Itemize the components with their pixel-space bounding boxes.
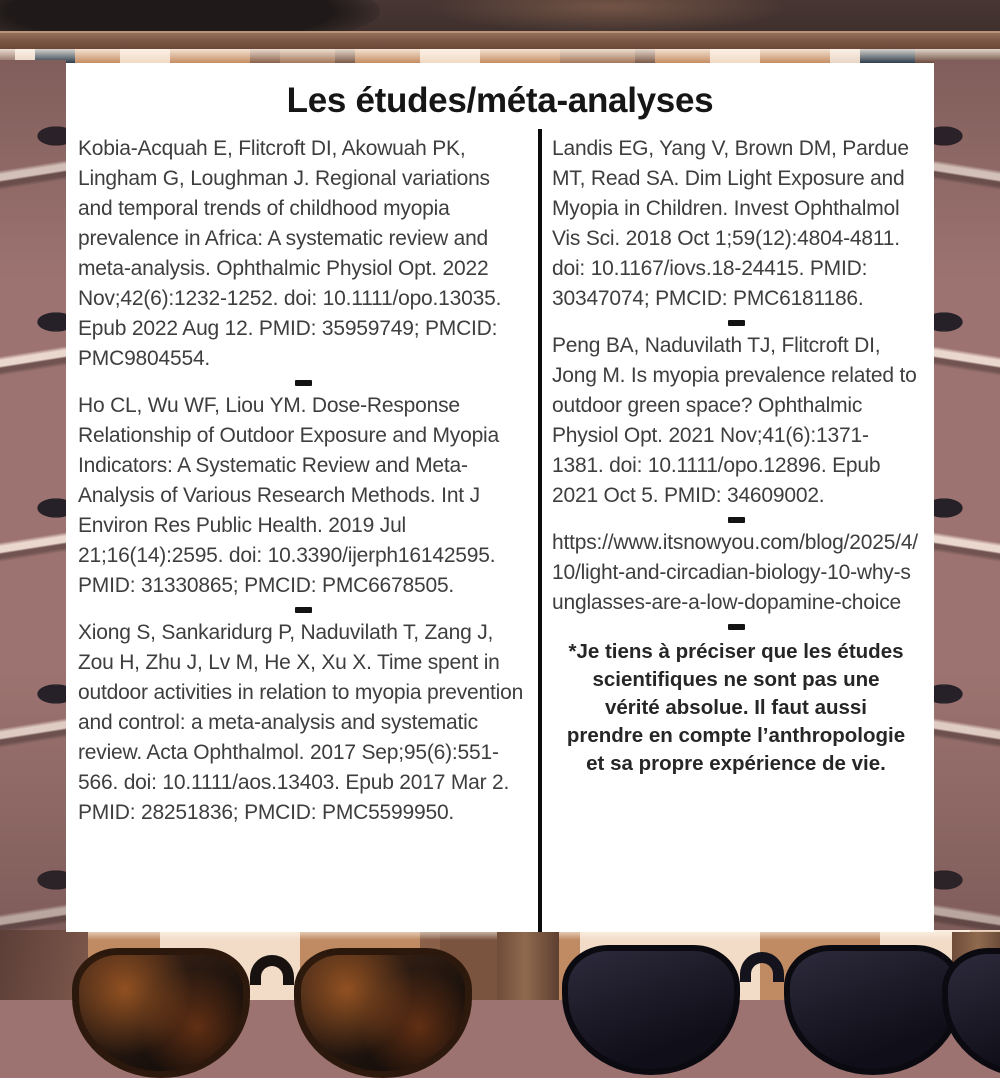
left-shelf-column — [0, 60, 66, 935]
separator-dash — [295, 380, 312, 386]
citation-xiong: Xiong S, Sankaridurg P, Naduvilath T, Zang J, Zou H, Zhu J, Lv M, He X, Xu X. Time spent in outdoor activities in relation to myopia prevention and control: a meta-analysis and systematic review. Acta Ophthalmol. 2017 Sep;95(6):551-566. doi: 10.1111/aos.13403. Epub 2017 Mar 2. PMID: 28251836; PMCID: PMC5599950. — [78, 621, 524, 824]
sunglasses-bridge — [740, 952, 784, 982]
right-column — [542, 129, 934, 932]
sunglasses-lens — [942, 948, 1000, 1078]
ceiling-light-glow — [430, 0, 790, 34]
shelf-board — [0, 31, 1000, 49]
references-card — [66, 63, 934, 932]
sunglasses-bridge — [250, 955, 294, 985]
separator-dash — [728, 320, 745, 326]
left-column — [66, 129, 538, 932]
black-sunglasses — [562, 945, 962, 1075]
black-sunglasses-partial — [942, 948, 1000, 1078]
citation-landis: Landis EG, Yang V, Brown DM, Pardue MT, Read SA. Dim Light Exposure and Myopia in Children. Invest Ophthalmol Vis Sci. 2018 Oct 1;59(12):4804-4811. doi: 10.1167/iovs.18-24415. PMID: 30347074; PMCID: PMC6181186. — [552, 137, 909, 310]
citation-kobia-acquah: Kobia-Acquah E, Flitcroft DI, Akowuah PK, Lingham G, Loughman J. Regional variations and temporal trends of childhood myopia prevalence in Africa: A systematic review and meta-analysis. Ophthalmic Physiol Opt. 2022 Nov;42(6):1232-1252. doi: 10.1111/opo.13035. Epub 2022 Aug 12. PMID: 35959749; PMCID: PMC9804554. — [78, 137, 502, 370]
page-title: Les études/méta-analyses — [286, 81, 714, 120]
citation-peng: Peng BA, Naduvilath TJ, Flitcroft DI, Jong M. Is myopia prevalence related to outdoor green space? Ophthalmic Physiol Opt. 2021 Nov;41(6):1371-1381. doi: 10.1111/opo.12896. Epub 2021 Oct 5. PMID: 34609002. — [552, 334, 917, 507]
two-column-layout — [66, 129, 934, 932]
right-shelf-column — [934, 60, 1000, 935]
store-ceiling — [0, 0, 1000, 33]
display-pillar — [497, 932, 559, 1000]
blog-link[interactable]: https://www.itsnowyou.com/blog/2025/4/10/light-and-circadian-biology-10-why-sunglasses-are-a-low-dopamine-choice — [552, 531, 918, 614]
separator-dash — [728, 517, 745, 523]
sunglasses-lens — [562, 945, 740, 1075]
separator-dash — [728, 624, 745, 630]
citation-ho: Ho CL, Wu WF, Liou YM. Dose-Response Relationship of Outdoor Exposure and Myopia Indicators: A Systematic Review and Meta-Analysis of Various Research Methods. Int J Environ Res Public Health. 2019 Jul 21;16(14):2595. doi: 10.3390/ijerph16142595. PMID: 31330865; PMCID: PMC6678505. — [78, 394, 499, 597]
footnote-disclaimer: *Je tiens à préciser que les études scientifiques ne sont pas une vérité absolue. Il faut aussi prendre en compte l’anthropologie et sa propre expérience de vie. — [566, 640, 906, 775]
separator-dash — [295, 607, 312, 613]
sunglasses-lens — [294, 948, 472, 1078]
sunglasses-lens — [72, 948, 250, 1078]
sunglasses-lens — [784, 945, 962, 1075]
tortoiseshell-sunglasses — [72, 948, 472, 1078]
